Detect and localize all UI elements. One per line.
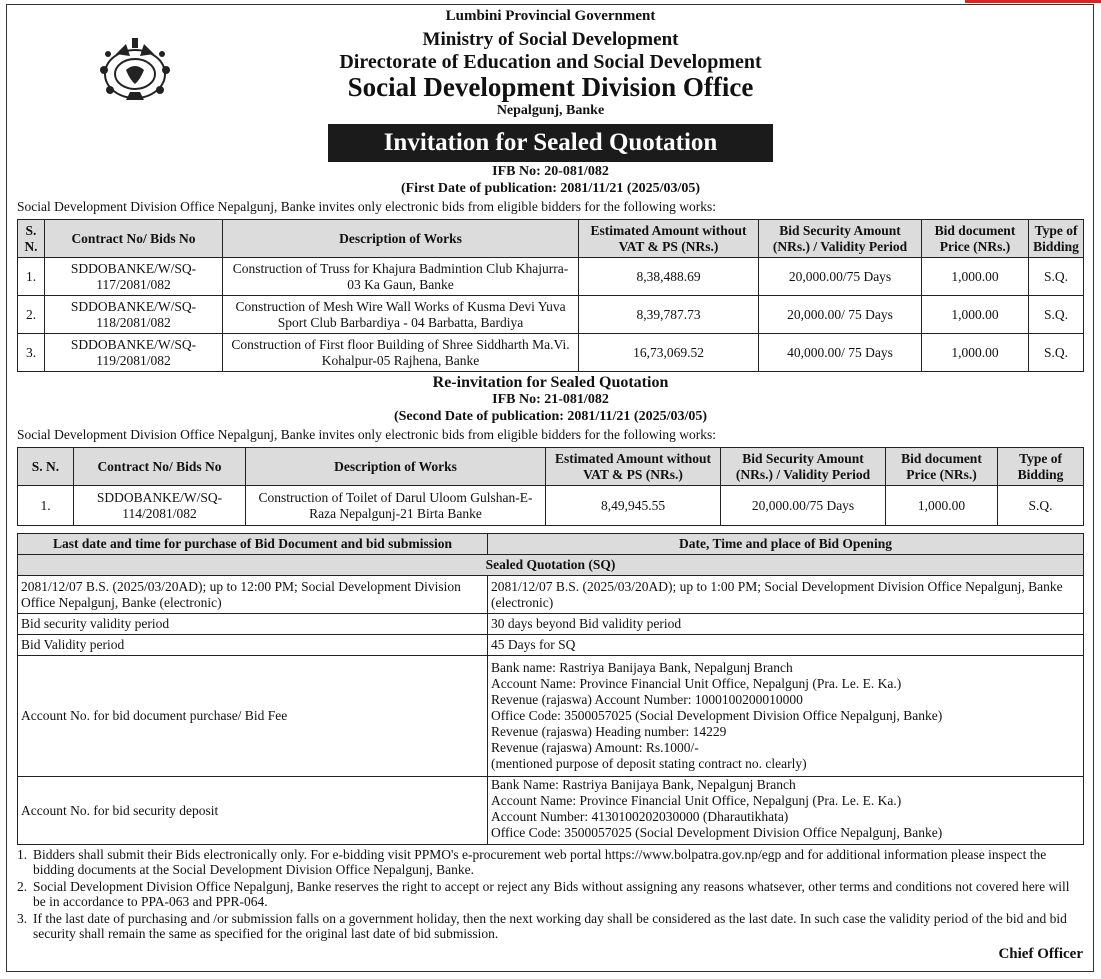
opening-time: 2081/12/07 B.S. (2025/03/20AD); up to 1:00 PM; Social Development Division Office Nepalgunj, Banke (electronic)	[488, 576, 1084, 614]
row-value: 45 Days for SQ	[488, 635, 1084, 656]
col-contract: Contract No/ Bids No	[45, 220, 223, 258]
intro-text-1: Social Development Division Office Nepalgunj, Banke invites only electronic bids from eligible bidders for the following works:	[17, 199, 716, 214]
schedule-table	[17, 533, 1084, 845]
list-item	[17, 847, 1083, 877]
col-sn: S. N.	[18, 220, 45, 258]
cell-security: 20,000.00/75 Days	[759, 258, 922, 296]
works-table-2	[17, 447, 1084, 526]
col-amount: Estimated Amount without VAT & PS (NRs.)	[546, 448, 721, 486]
col-amount: Estimated Amount without VAT & PS (NRs.)	[579, 220, 759, 258]
directorate-name: Directorate of Education and Social Development	[339, 51, 762, 73]
col-contract: Contract No/ Bids No	[74, 448, 246, 486]
cell-amount: 8,49,945.55	[546, 486, 721, 526]
cell-sn: 2.	[18, 296, 45, 334]
cell-type: S.Q.	[1029, 296, 1084, 334]
list-item	[17, 911, 1083, 941]
schedule-subhead: Sealed Quotation (SQ)	[18, 555, 1084, 576]
bid-fee-account-details: Bank name: Rastriya Banijaya Bank, Nepalgunj Branch Account Name: Province Financial Unit Office, Nepalgunj (Pra. Le. E. Ka.) Revenue (rajaswa) Account Number: 1000100200010000 Office Code: 3500057025 (Social Development Division Office Nepalgunj, Banke) Revenue (rajaswa) Heading number: 14229 Revenue (rajaswa) Amount: Rs.1000/- (mentioned purpose of deposit stating contract no. clearly)	[488, 656, 1084, 777]
table-row	[18, 635, 1084, 656]
cell-type: S.Q.	[1029, 334, 1084, 372]
col-security: Bid Security Amount (NRs.) / Validity Period	[759, 220, 922, 258]
security-deposit-account-details: Bank Name: Rastriya Banijaya Bank, Nepalgunj Branch Account Name: Province Financial Unit Office, Nepalgunj (Pra. Le. E. Ka.) Account Number: 4130100202030000 (Dharautikhata) Office Code: 3500057025 (Social Development Division Office Nepalgunj, Banke)	[488, 777, 1084, 845]
table-row	[18, 777, 1084, 845]
cell-desc: Construction of Truss for Khajura Badmintion Club Khajurra- 03 Ka Gaun, Banke	[223, 258, 579, 296]
cell-sn: 1.	[18, 486, 74, 526]
schedule-head-right: Date, Time and place of Bid Opening	[488, 534, 1084, 555]
ifb-number-2: IFB No: 21-081/082	[492, 392, 609, 407]
cell-sn: 3.	[18, 334, 45, 372]
cell-amount: 16,73,069.52	[579, 334, 759, 372]
table-row	[18, 296, 1084, 334]
publication-date-1: (First Date of publication: 2081/11/21 (2025/03/05)	[400, 181, 701, 196]
cell-contract: SDDOBANKE/W/SQ-114/2081/082	[74, 486, 246, 526]
cell-security: 40,000.00/ 75 Days	[759, 334, 922, 372]
ministry-name: Ministry of Social Development	[422, 29, 679, 50]
cell-desc: Construction of First floor Building of Shree Siddharth Ma.Vi. Kohalpur-05 Rajhena, Banke	[223, 334, 579, 372]
row-value: 30 days beyond Bid validity period	[488, 614, 1084, 635]
signatory: Chief Officer	[998, 946, 1083, 962]
row-label: Bid security validity period	[18, 614, 488, 635]
col-price: Bid document Price (NRs.)	[922, 220, 1029, 258]
cell-amount: 8,38,488.69	[579, 258, 759, 296]
table-row	[18, 614, 1084, 635]
publication-date-2: (Second Date of publication: 2081/11/21 (2025/03/05)	[393, 409, 708, 424]
cell-sn: 1.	[18, 258, 45, 296]
cell-type: S.Q.	[998, 486, 1084, 526]
note-number: 2.	[17, 879, 28, 894]
row-label: Account No. for bid document purchase/ Bid Fee	[18, 656, 488, 777]
intro-text-2: Social Development Division Office Nepalgunj, Banke invites only electronic bids from eligible bidders for the following works:	[17, 427, 716, 442]
table-row	[18, 486, 1084, 526]
top-accent-bar	[965, 0, 1101, 3]
cell-contract: SDDOBANKE/W/SQ-118/2081/082	[45, 296, 223, 334]
note-text: Bidders shall submit their Bids electronically only. For e-bidding visit PPMO's e-procurement web portal https://www.bolpatra.gov.np/egp and for additional information please inspect the bidding documents at the Social Development Division Office Nepalgunj, Banke.	[33, 847, 1047, 877]
col-type: Type of Bidding	[998, 448, 1084, 486]
cell-desc: Construction of Mesh Wire Wall Works of Kusma Devi Yuva Sport Club Barbardiya - 04 Barbatta, Bardiya	[223, 296, 579, 334]
cell-contract: SDDOBANKE/W/SQ-117/2081/082	[45, 258, 223, 296]
table-row	[18, 576, 1084, 614]
cell-price: 1,000.00	[922, 296, 1029, 334]
works-table-1	[17, 219, 1084, 372]
table-header-row	[18, 220, 1084, 258]
schedule-header-row	[18, 534, 1084, 555]
cell-contract: SDDOBANKE/W/SQ-119/2081/082	[45, 334, 223, 372]
note-text: If the last date of purchasing and /or submission falls on a government holiday, then the next working day shall be considered as the last date. In such case the validity period of the bid and bid security shall remain the same as specified for the original last date of bid submission.	[33, 911, 1067, 941]
cell-price: 1,000.00	[922, 258, 1029, 296]
cell-desc: Construction of Toilet of Darul Uloom Gulshan-E-Raza Nepalgunj-21 Birta Banke	[246, 486, 546, 526]
row-label: Account No. for bid security deposit	[18, 777, 488, 845]
ifb-number-1: IFB No: 20-081/082	[492, 164, 609, 179]
table-header-row	[18, 448, 1084, 486]
submission-deadline: 2081/12/07 B.S. (2025/03/20AD); up to 12:00 PM; Social Development Division Office Nepalgunj, Banke (electronic)	[18, 576, 488, 614]
cell-type: S.Q.	[1029, 258, 1084, 296]
schedule-head-left: Last date and time for purchase of Bid Document and bid submission	[18, 534, 488, 555]
col-type: Type of Bidding	[1029, 220, 1084, 258]
table-row	[18, 334, 1084, 372]
gov-name: Lumbini Provincial Government	[445, 8, 656, 24]
table-row	[18, 258, 1084, 296]
office-location: Nepalgunj, Banke	[496, 103, 605, 118]
col-desc: Description of Works	[246, 448, 546, 486]
cell-price: 1,000.00	[922, 334, 1029, 372]
note-text: Social Development Division Office Nepalgunj, Banke reserves the right to accept or reject any Bids without assigning any reasons whatsever, other terms and conditions not covered here will be in accordance to PPA-063 and PPR-064.	[33, 879, 1070, 909]
col-desc: Description of Works	[223, 220, 579, 258]
row-label: Bid Validity period	[18, 635, 488, 656]
list-item	[17, 879, 1083, 909]
notice-title: Invitation for Sealed Quotation	[328, 124, 773, 162]
schedule-subhead-row	[18, 555, 1084, 576]
note-number: 3.	[17, 911, 28, 926]
cell-price: 1,000.00	[886, 486, 998, 526]
col-price: Bid document Price (NRs.)	[886, 448, 998, 486]
cell-security: 20,000.00/75 Days	[721, 486, 886, 526]
col-security: Bid Security Amount (NRs.) / Validity Period	[721, 448, 886, 486]
cell-security: 20,000.00/ 75 Days	[759, 296, 922, 334]
cell-amount: 8,39,787.73	[579, 296, 759, 334]
col-sn: S. N.	[18, 448, 74, 486]
office-name: Social Development Division Office	[347, 72, 754, 102]
reinvitation-title: Re-invitation for Sealed Quotation	[432, 374, 669, 391]
notes-list	[17, 847, 1083, 943]
table-row	[18, 656, 1084, 777]
note-number: 1.	[17, 847, 28, 862]
